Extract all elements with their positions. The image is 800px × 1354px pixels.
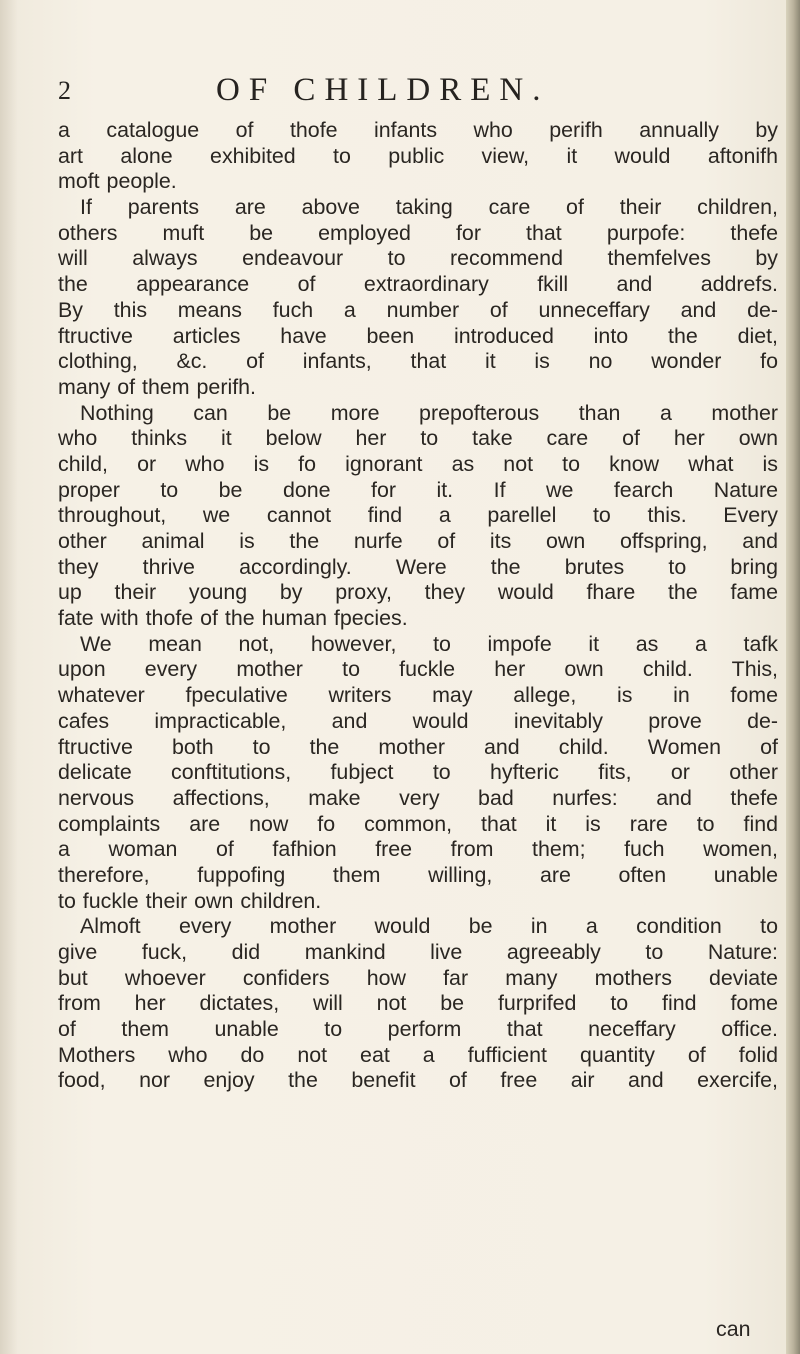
text-line: to fuckle their own children. bbox=[58, 888, 322, 913]
running-head bbox=[58, 72, 758, 112]
text-line: Mothers who do not eat a fufficient quantity of folid bbox=[58, 1042, 778, 1067]
text-line: moft people. bbox=[58, 169, 177, 194]
text-line: cafes impracticable, and would inevitably prove de- bbox=[58, 708, 778, 733]
text-line: many of them perifh. bbox=[58, 374, 256, 399]
text-line: By this means fuch a number of unneceffary and de- bbox=[58, 297, 778, 322]
text-line: art alone exhibited to public view, it would aftonifh bbox=[58, 143, 778, 168]
text-line: of them unable to perform that neceffary office. bbox=[58, 1017, 778, 1042]
text-line: upon every mother to fuckle her own child. This, bbox=[58, 657, 778, 682]
text-line: We mean not, however, to impofe it as a tafk bbox=[80, 631, 778, 656]
page-number: 2 bbox=[58, 76, 71, 105]
text-line: but whoever confiders how far many mothers deviate bbox=[58, 965, 778, 990]
text-line: from her dictates, will not be furprifed to find fome bbox=[58, 991, 778, 1016]
text-line: will always endeavour to recommend themfelves by bbox=[58, 246, 778, 271]
text-line: a woman of fafhion free from them; fuch women, bbox=[58, 837, 778, 862]
text-line: food, nor enjoy the benefit of free air and exercife, bbox=[58, 1068, 778, 1093]
text-line: child, or who is fo ignorant as not to know what is bbox=[58, 451, 778, 476]
page-edge bbox=[786, 0, 800, 1354]
text-line: others muft be employed for that purpofe: thefe bbox=[58, 220, 778, 245]
text-line: whatever fpeculative writers may allege, is in fome bbox=[58, 683, 778, 708]
text-line: give fuck, did mankind live agreeably to Nature: bbox=[58, 940, 778, 964]
text-line: delicate conftitutions, fubject to hyfteric fits, or other bbox=[58, 760, 778, 785]
text-line: ftructive both to the mother and child. Women of bbox=[58, 734, 778, 759]
text-line: throughout, we cannot find a parellel to this. Every bbox=[58, 503, 778, 528]
text-line: a catalogue of thofe infants who perifh annually by bbox=[58, 118, 778, 142]
text-line: nervous affections, make very bad nurfes: and thefe bbox=[58, 785, 778, 810]
body-text bbox=[58, 118, 778, 1094]
text-line: up their young by proxy, they would fhare the fame bbox=[58, 580, 778, 605]
text-line: clothing, &c. of infants, that it is no wonder fo bbox=[58, 349, 778, 374]
text-line: Nothing can be more prepofterous than a mother bbox=[80, 400, 778, 425]
text-line: proper to be done for it. If we fearch Nature bbox=[58, 477, 778, 502]
text-line: Almoft every mother would be in a condition to bbox=[80, 914, 778, 939]
text-line: fate with thofe of the human fpecies. bbox=[58, 606, 408, 631]
text-line: who thinks it below her to take care of her own bbox=[58, 426, 778, 451]
text-line: the appearance of extraordinary fkill and addrefs. bbox=[58, 272, 778, 297]
text-line: other animal is the nurfe of its own offspring, and bbox=[58, 529, 778, 553]
text-line: If parents are above taking care of their children, bbox=[80, 195, 778, 220]
text-line: ftructive articles have been introduced into the diet, bbox=[58, 323, 778, 348]
gutter-shadow bbox=[0, 0, 18, 1354]
text-line: they thrive accordingly. Were the brutes to bring bbox=[58, 554, 778, 579]
text-line: complaints are now fo common, that it is rare to find bbox=[58, 811, 778, 836]
text-line: therefore, fuppofing them willing, are often unable bbox=[58, 862, 778, 887]
running-title: OF CHILDREN. bbox=[216, 72, 550, 108]
catchword: can bbox=[716, 1317, 751, 1341]
